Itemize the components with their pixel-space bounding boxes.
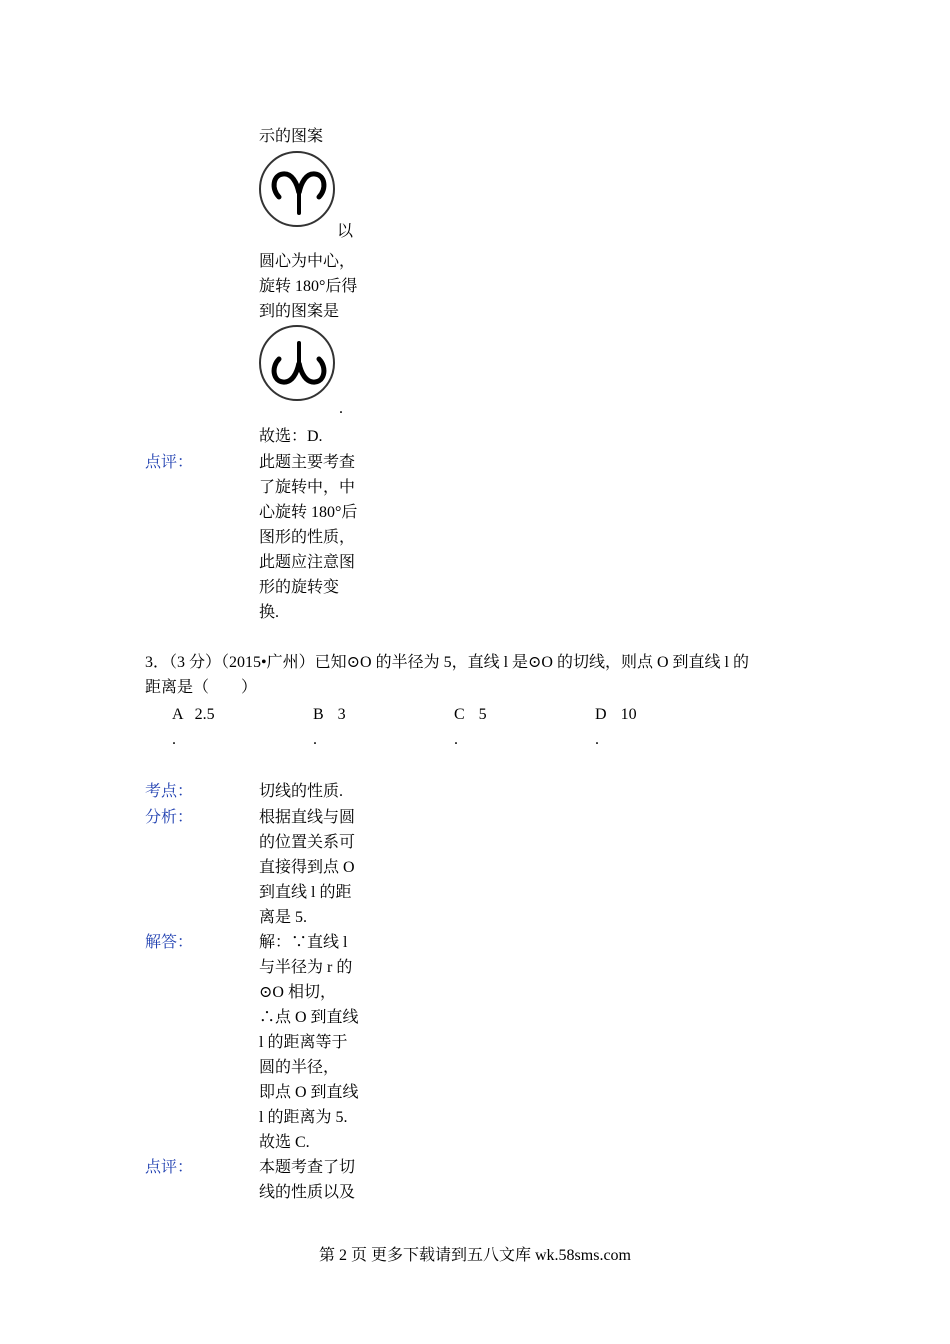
- option-c: [454, 702, 487, 727]
- jieda-line: 解：∵直线 l: [259, 934, 348, 951]
- q2-comment-line: 图形的性质，: [259, 529, 356, 546]
- q2-after-image-text: 以: [337, 223, 354, 240]
- q2-comment-line: 换.: [259, 604, 280, 621]
- q2-line: 旋转 180°后得: [259, 278, 358, 295]
- option-letter: B: [313, 706, 324, 723]
- q2-comment-line: 形的旋转变: [259, 579, 340, 596]
- q2-comment-line: 心旋转 180°后: [259, 504, 358, 521]
- fenxi-content: [259, 805, 369, 930]
- fenxi-label: 分析：: [145, 809, 194, 826]
- q2-text-line: 示的图案: [259, 128, 324, 145]
- q3-question-line2: 距离是（ ）: [145, 679, 258, 696]
- dianping-line: 本题考查了切: [259, 1159, 356, 1176]
- option-value: 10: [620, 706, 637, 723]
- q2-comment-line: 此题主要考查: [259, 454, 356, 471]
- jieda-line: l 的距离为 5.: [259, 1109, 348, 1126]
- kaodian-text: 切线的性质.: [259, 783, 344, 800]
- rotated-aries-icon: [261, 327, 337, 403]
- jieda-line: ∴点 O 到直线: [259, 1009, 359, 1026]
- q2-line: 圆心为中心，: [259, 253, 356, 270]
- option-b: [313, 702, 346, 727]
- option-d: [595, 702, 637, 727]
- aries-icon: [261, 153, 337, 229]
- jieda-line: 圆的半径，: [259, 1059, 340, 1076]
- jieda-line: l 的距离等于: [259, 1034, 348, 1051]
- q2-period: .: [339, 400, 343, 417]
- jieda-content: [259, 930, 369, 1155]
- jieda-label: 解答：: [145, 934, 194, 951]
- q2-answer: 故选：D.: [259, 428, 323, 445]
- kaodian-label: 考点：: [145, 783, 194, 800]
- option-letter: C: [454, 706, 465, 723]
- q2-line: 到的图案是: [259, 303, 340, 320]
- q3-question-line1: 3．（3 分）（2015•广州）已知⊙O 的半径为 5，直线 l 是⊙O 的切线，则点 O 到直线 l 的: [145, 654, 749, 671]
- q2-middle-lines: [259, 249, 369, 324]
- option-letter: D: [595, 706, 607, 723]
- jieda-line: ⊙O 相切，: [259, 984, 336, 1001]
- option-value: 3: [337, 706, 346, 723]
- fenxi-line: 的位置关系可: [259, 834, 356, 851]
- option-value: 5: [478, 706, 487, 723]
- rotated-aries-symbol-image: [259, 325, 335, 401]
- option-b-dot: .: [313, 731, 317, 748]
- dianping-line: 线的性质以及: [259, 1184, 356, 1201]
- jieda-line: 与半径为 r 的: [259, 959, 353, 976]
- option-a-dot: .: [172, 731, 176, 748]
- fenxi-line: 离是 5.: [259, 909, 308, 926]
- option-d-dot: .: [595, 731, 599, 748]
- option-value: 2.5: [194, 706, 215, 723]
- q2-comment: [259, 450, 369, 625]
- q2-comment-label: 点评：: [145, 454, 194, 471]
- page-footer: 第 2 页 更多下载请到五八文库 wk.58sms.com: [318, 1247, 631, 1264]
- option-a: [172, 702, 215, 727]
- aries-symbol-image: [259, 151, 335, 227]
- jieda-line: 故选 C.: [259, 1134, 310, 1151]
- fenxi-line: 根据直线与圆: [259, 809, 356, 826]
- option-c-dot: .: [454, 731, 458, 748]
- fenxi-line: 到直线 l 的距: [259, 884, 352, 901]
- jieda-line: 即点 O 到直线: [259, 1084, 359, 1101]
- fenxi-line: 直接得到点 O: [259, 859, 355, 876]
- dianping-label: 点评：: [145, 1159, 194, 1176]
- option-letter: A: [172, 706, 183, 723]
- dianping-content: [259, 1155, 369, 1205]
- q2-comment-line: 了旋转中，中: [259, 479, 356, 496]
- q2-comment-line: 此题应注意图: [259, 554, 356, 571]
